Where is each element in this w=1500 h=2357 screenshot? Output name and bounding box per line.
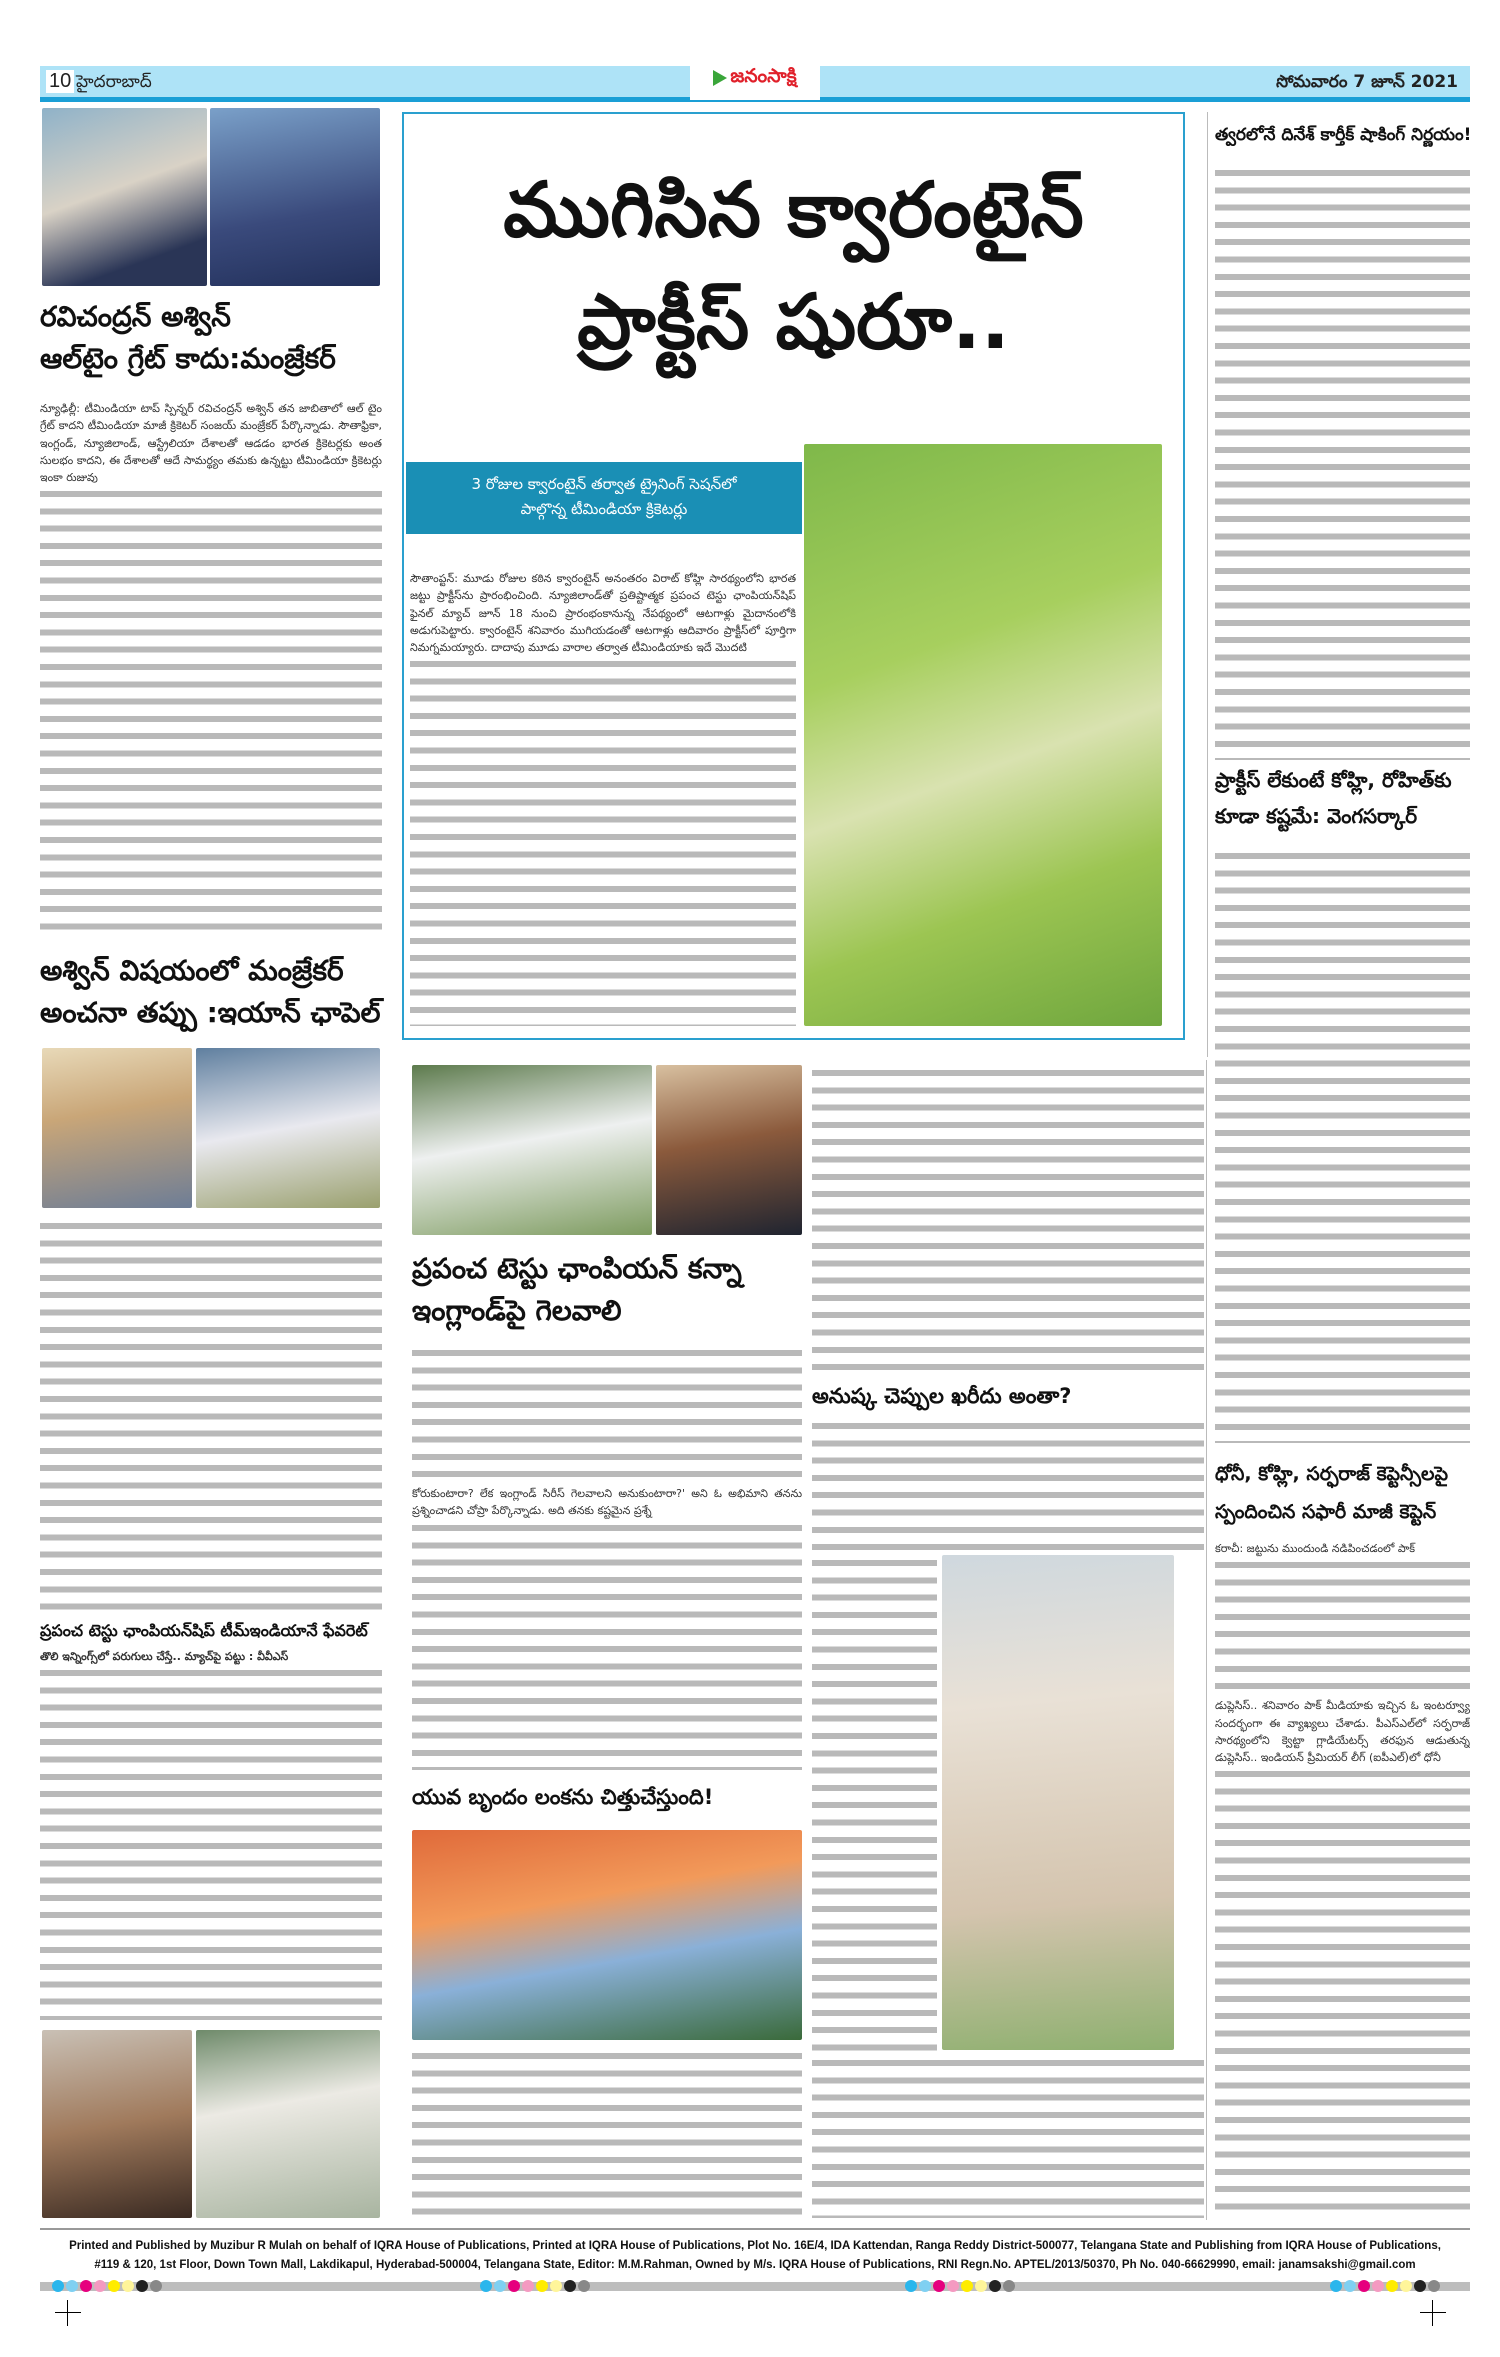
lead-caption [406,462,802,534]
headline-wtc-favourite: ప్రపంచ టెస్టు ఛాంపియన్‌షిప్ టీమ్‌ఇండియానే ఫేవరెట్ [40,1621,368,1640]
logo-text: జనంసాక్షి [730,64,797,87]
headline-ashwin [40,296,385,380]
issue-date: సోమవారం 7 జూన్ 2021 [1276,72,1458,92]
headline-chappell [40,950,385,1034]
article-body [812,2055,1204,2218]
imprint [40,2237,1470,2275]
text-lines [812,1555,937,2055]
headline-du-plessis [1215,1455,1473,1531]
photo-anushka [942,1555,1174,2050]
article-text: కరాచీ: జట్టును ముందుండి నడిపించడంలో పాక్ [1215,1542,1415,1555]
lead-story [402,112,1185,1040]
lead-body [410,570,796,1026]
column-divider [1206,1060,1207,2220]
color-registration-bar [905,2280,1015,2292]
text-lines [812,1418,1204,1553]
photo-team-india [412,1065,652,1235]
article-body [40,1648,382,2020]
article-body [812,1418,1204,1553]
text-lines [412,2048,802,2218]
photo-laxman [42,2030,192,2218]
photo-ashwin [42,108,207,286]
color-bar-track [40,2282,1470,2291]
photo-aakash-chopra [656,1065,802,1235]
article-body [40,1218,382,1613]
lead-headline [404,154,1183,378]
headline-anushka: అనుష్క చెప్పుల ఖరీదు అంతా? [812,1384,1072,1408]
text-lines [1215,1766,1470,2218]
photo-ashwin-2 [196,1048,380,1208]
article-body [1215,1540,1470,2218]
headline-line: రవిచంద్రన్ అశ్విన్ [40,300,231,333]
headline-line: ప్రాక్టీస్ లేకుంటే కోహ్లి, రోహిత్‌కు [1215,768,1452,792]
masthead-logo [690,56,820,100]
headline-line: ఆల్‌టైం గ్రేట్ కాదు:మంజ్రేకర్ [40,342,336,375]
article-text: డుప్లెసిస్.. శనివారం పాక్ మీడియాకు ఇచ్చిన ఓ ఇంటర్వ్యూ సందర్భంగా ఈ వ్యాఖ్యలు చేశాడు. పీఎస్ఎల్‌లో సర్ఫరాజ్ సారథ్యంలోని క్వెట్టా గ్లాడియేటర్స్ తరఫున ఆడుతున్న డుప్లెసిస్.. ఇండియన్ ప్రీమియర్ లీగ్ (ఐపీఎల్)లో ధోనీ [1215,1699,1470,1765]
headline-line: స్పందించిన సఫారీ మాజీ కెప్టెన్ [1215,1501,1437,1523]
text-lines [410,656,796,1026]
headline-line: ప్రపంచ టెస్టు ఛాంపియన్ కన్నా [412,1252,742,1285]
headline-line: ధోనీ, కోహ్లి, సర్ఫరాజ్ కెప్టెన్సీలపై [1215,1463,1448,1485]
color-registration-bar [480,2280,590,2292]
imprint-line: #119 & 120, 1st Floor, Down Town Mall, Lakdikapul, Hyderabad-500004, Telangana State, Editor: M.M.Rahman, Owned by M/s. IQRA House of Publications, RNI Regn.No. APTEL/2013/50370, Ph No. 040-66629990, email: janamsakshi@gmail.com [94,2259,1416,2271]
article-text: న్యూఢిల్లీ: టీమిండియా టాప్ స్పిన్నర్ రవిచంద్రన్ అశ్విన్ తన జాబితాలో ఆల్ టైం గ్రేట్ కాదని టీమిండియా మాజీ క్రికెటర్ సంజయ్ మంజ్రేకర్ పేర్కొన్నాడు. సౌతాఫ్రికా, ఇంగ్లండ్, న్యూజిలాండ్, ఆస్ట్రేలియా దేశాలతో ఆడడం భారత క్రికెటర్లకు అంత సులభం కాదని, ఈ దేశాలతో ఆదే సామర్థ్యం తమకు ఉన్నట్టు టీమిండియా క్రికెటర్లు ఇంకా రుజువు [40,402,382,485]
text-lines [1215,165,1470,760]
text-lines [812,1065,1204,1370]
article-text: కోరుకుంటారా? లేక ఇంగ్లాండ్ సిరీస్ గెలవాలని అనుకుంటారా?' అని ఓ అభిమాని తనను ప్రశ్నించాడని చోప్రా పేర్కొన్నాడు. అది తనకు కష్టమైన ప్రశ్నే [412,1487,802,1518]
text-lines [40,1665,382,2020]
text-lines [812,2055,1204,2218]
photo-batsman [412,1830,802,2040]
article-text: సౌతాంప్టన్: మూడు రోజుల కఠిన క్వారంటైన్ అనంతరం విరాట్ కోహ్లి సారథ్యంలోని భారత జట్టు ప్రాక్టీస్‌ను ప్రారంభించింది. న్యూజిలాండ్‌తో ప్రతిష్టాత్మక ప్రపంచ టెస్టు ఛాంపియన్‌షిప్ ఫైనల్ మ్యాచ్ జూన్ 18 నుంచి ప్రారంభంకానున్న నేపథ్యంలో ఆటగాళ్లు మైదానంలోకి అడుగుపెట్టారు. క్వారంటైన్ శనివారం ముగియడంతో ఆటగాళ్లు ఆదివారం ప్రాక్టీస్‌లో పూర్తిగా నిమగ్నమయ్యారు. దాదాపు మూడు వారాల తర్వాత టీమిండియాకు ఇదే మొదటి [410,572,796,655]
headline-line: అశ్విన్ విషయంలో మంజ్రేకర్ [40,954,344,987]
headline-line: ముగిసిన క్వారంటైన్ [503,165,1084,254]
text-lines [412,1520,802,1770]
article-body [812,1065,1204,1370]
crop-mark-icon [1420,2300,1446,2326]
headline-line: కూడా కష్టమే: వెంగసర్కార్ [1215,804,1418,828]
photo-chappell [42,1048,192,1208]
column-divider [1207,112,1208,1057]
caption-line: 3 రోజుల క్వారంటైన్ తర్వాత ట్రైనింగ్ సెషన్‌లో [471,475,737,493]
edition-name: హైదరాబాద్ [76,72,152,92]
headline-line: అంచనా తప్పు :ఇయాన్ ఛాపెల్ [40,996,381,1029]
headline-dinesh-karthik: త్వరలోనే దినేశ్ కార్తీక్ షాకింగ్ నిర్ణయం! [1215,125,1472,145]
text-lines [1215,1557,1470,1697]
caption-line: పాల్గొన్న టీమిండియా క్రికెటర్లు [520,500,688,518]
subheadline: తొలి ఇన్నింగ్స్‌లో పరుగులు చేస్తే.. మ్యాచ్‌పై పట్టు : వీవీఎస్ [40,1650,289,1663]
article-body [40,400,382,940]
article-body [412,2048,802,2218]
text-lines [40,1218,382,1613]
page-header [40,66,1470,102]
text-lines [40,486,382,940]
color-registration-bar [52,2280,162,2292]
article-body [1215,848,1470,1443]
text-lines [1215,848,1470,1443]
article-body [412,1345,802,1770]
color-registration-bar [1330,2280,1440,2292]
article-body [1215,165,1470,760]
headline-england [412,1248,802,1332]
logo-arrow-icon [713,70,727,86]
text-lines [412,1345,802,1485]
page-number: 10 [46,70,74,93]
footer-rule [40,2228,1470,2230]
article-body [812,1555,937,2055]
imprint-line: Printed and Published by Muzibur R Mulah on behalf of IQRA House of Publications, Printed at IQRA House of Publications, Plot No. 16E/4, IDA Kattendan, Ranga Reddy District-500077, Telangana State and Publishing from IQRA House of Publications, [69,2240,1441,2252]
headline-line: ఇంగ్లాండ్‌పై గెలవాలి [412,1294,622,1327]
headline-young-team: యువ బృందం లంకను చిత్తుచేస్తుంది! [412,1785,714,1809]
photo-practice-session [804,444,1162,1026]
headline-vengsarkar [1215,762,1473,834]
headline-line: ప్రాక్టీస్ షురూ.. [577,277,1010,366]
photo-manjrekar [210,108,380,286]
photo-team-celebrating [196,2030,380,2218]
crop-mark-icon [55,2300,81,2326]
